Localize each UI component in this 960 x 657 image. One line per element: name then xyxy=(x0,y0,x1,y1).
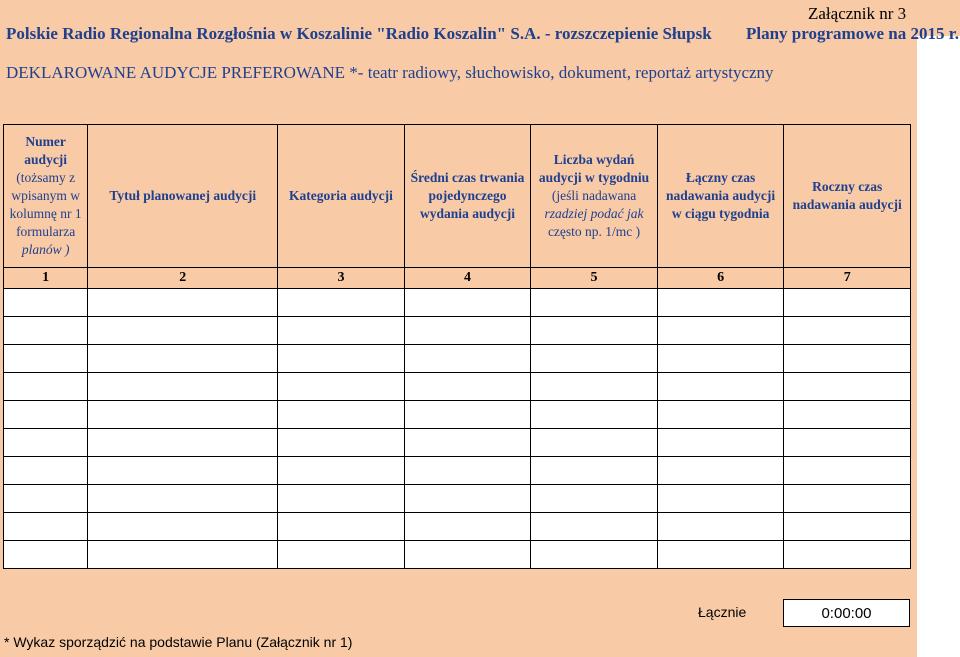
declared-programs-heading: DEKLAROWANE AUDYCJE PREFEROWANE *- teatr radiowy, słuchowisko, dokument, reportaż artystyczny xyxy=(6,63,774,82)
column-header-avg-duration xyxy=(404,125,531,268)
table-cell[interactable] xyxy=(531,513,658,541)
table-row xyxy=(4,429,911,457)
sheet-edge xyxy=(917,36,960,657)
table-cell[interactable] xyxy=(657,429,784,457)
table-cell[interactable] xyxy=(657,345,784,373)
total-value-cell[interactable] xyxy=(783,599,910,627)
table-cell[interactable] xyxy=(404,289,531,317)
header-row xyxy=(4,125,911,268)
table-cell[interactable] xyxy=(404,317,531,345)
table-cell[interactable] xyxy=(657,541,784,569)
column-number: 2 xyxy=(88,268,278,289)
table-cell[interactable] xyxy=(4,457,88,485)
table-row xyxy=(4,401,911,429)
header-line: Kategoria audycji xyxy=(289,188,393,203)
header-line: Numer xyxy=(25,134,66,149)
table-cell[interactable] xyxy=(657,457,784,485)
table-cell[interactable] xyxy=(531,401,658,429)
total-label: Łącznie xyxy=(698,604,747,620)
table-cell[interactable] xyxy=(4,541,88,569)
plans-year-title: Plany programowe na 2015 r. xyxy=(746,24,959,43)
header-line: formularza xyxy=(16,224,76,239)
table-cell[interactable] xyxy=(278,485,405,513)
header-line: nadawania audycji xyxy=(666,188,776,203)
table-cell[interactable] xyxy=(88,317,278,345)
header-line: planów ) xyxy=(21,242,70,257)
table-cell[interactable] xyxy=(531,485,658,513)
header-line: audycji w tygodniu xyxy=(538,170,650,185)
table-cell[interactable] xyxy=(88,289,278,317)
header-line: Roczny czas xyxy=(812,179,883,194)
table-cell[interactable] xyxy=(784,289,911,317)
table-cell[interactable] xyxy=(278,457,405,485)
attachment-label: Załącznik nr 3 xyxy=(808,4,907,23)
table-cell[interactable] xyxy=(531,541,658,569)
table-cell[interactable] xyxy=(404,485,531,513)
table-row xyxy=(4,541,911,569)
table-row xyxy=(4,485,911,513)
header-line: audycji xyxy=(24,152,68,167)
header-line: Łączny czas xyxy=(685,170,756,185)
table-cell[interactable] xyxy=(657,513,784,541)
table-cell[interactable] xyxy=(278,513,405,541)
table-cell[interactable] xyxy=(784,345,911,373)
column-number: 1 xyxy=(4,268,88,289)
table-cell[interactable] xyxy=(4,401,88,429)
table-cell[interactable] xyxy=(404,513,531,541)
table-cell[interactable] xyxy=(88,345,278,373)
footnote: * Wykaz sporządzić na podstawie Planu (Załącznik nr 1) xyxy=(4,634,353,650)
table-row xyxy=(4,289,911,317)
table-cell[interactable] xyxy=(784,373,911,401)
table-cell[interactable] xyxy=(657,289,784,317)
table-cell[interactable] xyxy=(784,485,911,513)
header-line: Liczba wydań xyxy=(553,152,635,167)
table-cell[interactable] xyxy=(531,373,658,401)
table-cell[interactable] xyxy=(404,429,531,457)
header-line: (jeśli nadawana xyxy=(551,188,637,203)
header-line: nadawania audycji xyxy=(792,197,902,212)
table-cell[interactable] xyxy=(4,513,88,541)
table-cell[interactable] xyxy=(4,289,88,317)
column-header-weekly-count xyxy=(531,125,658,268)
table-cell[interactable] xyxy=(784,541,911,569)
table-cell[interactable] xyxy=(4,345,88,373)
table-cell[interactable] xyxy=(4,429,88,457)
table-cell[interactable] xyxy=(88,541,278,569)
table-cell[interactable] xyxy=(278,373,405,401)
table-cell[interactable] xyxy=(784,457,911,485)
table-cell[interactable] xyxy=(531,457,658,485)
column-header-yearly-total xyxy=(784,125,911,268)
table-cell[interactable] xyxy=(278,429,405,457)
column-header-weekly-total xyxy=(657,125,784,268)
table-cell[interactable] xyxy=(4,485,88,513)
column-header-category xyxy=(278,125,405,268)
column-number: 7 xyxy=(784,268,911,289)
table-cell[interactable] xyxy=(657,373,784,401)
table-cell[interactable] xyxy=(4,373,88,401)
table-cell[interactable] xyxy=(531,429,658,457)
table-cell[interactable] xyxy=(88,429,278,457)
header-line: rzadziej podać jak xyxy=(544,206,644,221)
column-number: 4 xyxy=(404,268,531,289)
table-cell[interactable] xyxy=(278,345,405,373)
table-cell[interactable] xyxy=(657,401,784,429)
table-cell[interactable] xyxy=(784,429,911,457)
header-line: pojedynczego xyxy=(428,188,507,203)
header-line: Średni czas trwania xyxy=(410,170,525,185)
header-line: (tożsamy z xyxy=(16,170,76,185)
header-line: często np. 1/mc ) xyxy=(547,224,641,239)
table-cell[interactable] xyxy=(278,317,405,345)
column-number: 5 xyxy=(531,268,658,289)
table-cell[interactable] xyxy=(4,317,88,345)
table-row xyxy=(4,317,911,345)
table-row xyxy=(4,457,911,485)
table-cell[interactable] xyxy=(88,457,278,485)
programs-table xyxy=(3,124,911,569)
table-cell[interactable] xyxy=(88,373,278,401)
table-cell[interactable] xyxy=(784,513,911,541)
header-line: Tytuł planowanej audycji xyxy=(109,188,257,203)
table-cell[interactable] xyxy=(531,317,658,345)
header-line: wydania audycji xyxy=(420,206,515,221)
column-header-title xyxy=(88,125,278,268)
table-cell[interactable] xyxy=(278,289,405,317)
column-number-row xyxy=(4,268,911,289)
table-cell[interactable] xyxy=(278,541,405,569)
header-line: wpisanym w xyxy=(11,188,80,203)
header-line: kolumnę nr 1 xyxy=(9,206,82,221)
table-row xyxy=(4,513,911,541)
column-header-number xyxy=(4,125,88,268)
table-cell[interactable] xyxy=(784,401,911,429)
table-cell[interactable] xyxy=(88,485,278,513)
column-number: 6 xyxy=(657,268,784,289)
station-title: Polskie Radio Regionalna Rozgłośnia w Koszalinie "Radio Koszalin" S.A. - rozszczepienie Słupsk xyxy=(6,24,712,43)
column-number: 3 xyxy=(278,268,405,289)
table-cell[interactable] xyxy=(531,345,658,373)
table-cell[interactable] xyxy=(404,541,531,569)
table-cell[interactable] xyxy=(784,317,911,345)
table-cell[interactable] xyxy=(88,401,278,429)
table-cell[interactable] xyxy=(404,401,531,429)
table-cell[interactable] xyxy=(278,401,405,429)
total-value: 0:00:00 xyxy=(821,604,872,622)
table-cell[interactable] xyxy=(88,513,278,541)
table-cell[interactable] xyxy=(404,373,531,401)
table-cell[interactable] xyxy=(404,457,531,485)
table-cell[interactable] xyxy=(404,345,531,373)
table-cell[interactable] xyxy=(657,317,784,345)
table-row xyxy=(4,373,911,401)
header-line: w ciągu tygodnia xyxy=(671,206,770,221)
table-cell[interactable] xyxy=(657,485,784,513)
table-cell[interactable] xyxy=(531,289,658,317)
table-row xyxy=(4,345,911,373)
